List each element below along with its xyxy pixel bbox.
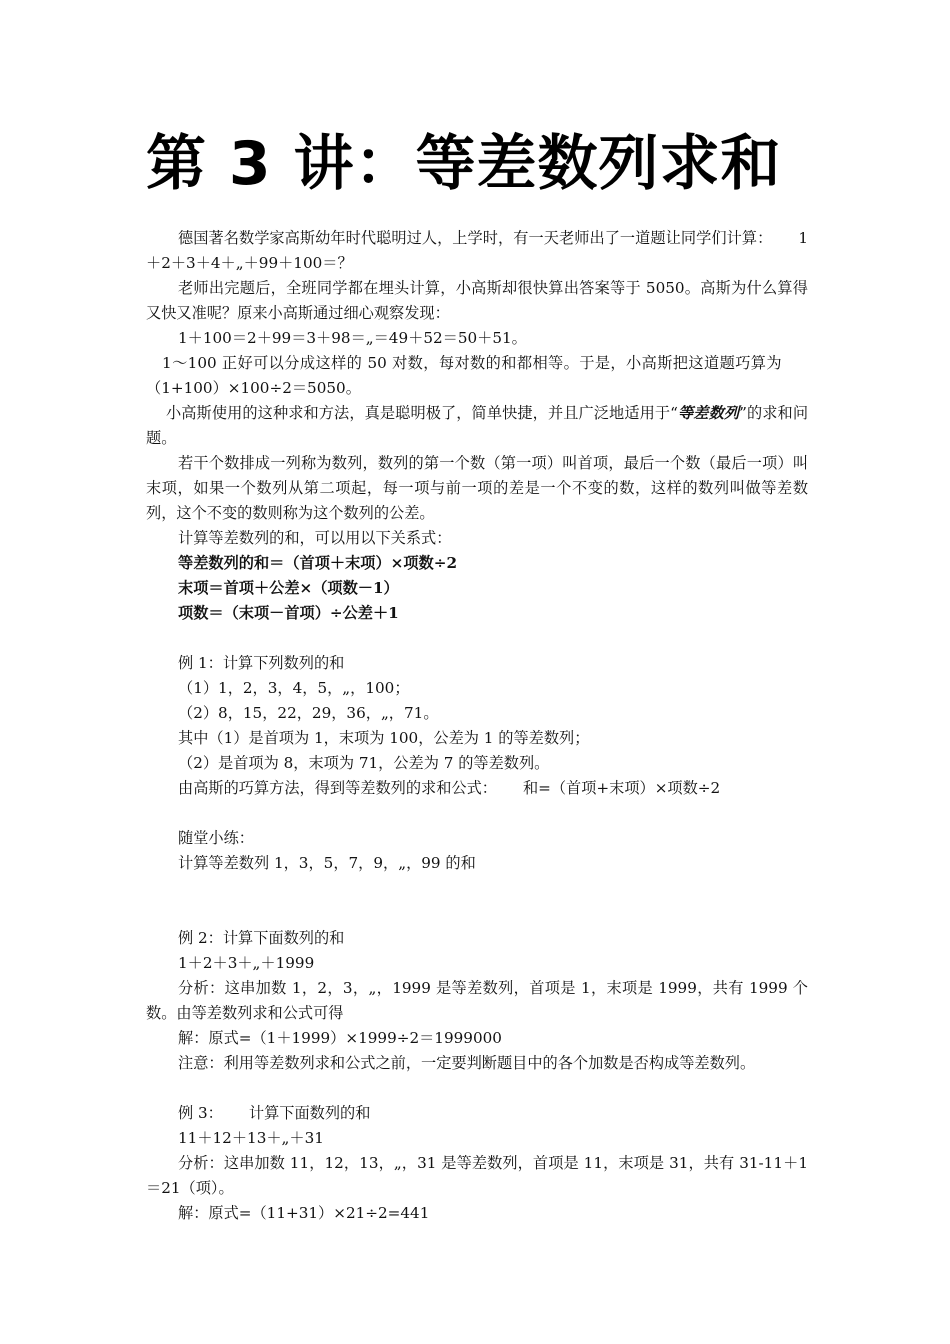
example3-expression: 11＋12＋13＋„＋31 (178, 1129, 324, 1147)
example1-formula: 和=（首项+末项）×项数÷2 (522, 779, 721, 797)
example1-conclusion (146, 776, 808, 801)
intro-text: ”的求和问题。 (146, 404, 809, 447)
practice-question: 计算等差数列 1，3，5，7，9，„，99 的和 (178, 854, 476, 872)
example3-label: 例 3： (178, 1104, 223, 1122)
formula-intro: 计算等差数列的和，可以用以下关系式： (178, 529, 452, 547)
example1-line: （1）1，2，3，4，5，„，100； (178, 679, 410, 697)
example3-title: 计算下面数列的和 (248, 1104, 371, 1122)
intro-paragraph-3 (146, 351, 808, 401)
intro-equation-pairs: 1＋100＝2＋99＝3＋98＝„＝49＋52＝50＋51。 (178, 329, 527, 347)
definition-paragraph: 若干个数排成一列称为数列，数列的第一个数（第一项）叫首项，最后一个数（最后一项）叫末项，如果一个数列从第二项起，每一项与前一项的差是一个不变的数，这样的数列叫做等差数列，这个不变的数则称为这个数列的公差。 (146, 454, 808, 522)
intro-equation: 1＋2＋3＋4＋„＋99＋100＝？ (146, 229, 808, 272)
intro-equation: （1+100）×100÷2＝5050。 (146, 379, 361, 397)
practice-heading: 随堂小练： (178, 829, 254, 847)
example1-text: 由高斯的巧算方法，得到等差数列的求和公式： (178, 779, 497, 797)
example1-heading: 例 1：计算下列数列的和 (178, 654, 345, 672)
intro-text: 1～100 正好可以分成这样的 50 对数，每对数的和都相等。于是，小高斯把这道题巧算为 (162, 354, 782, 372)
document-body (146, 226, 808, 1226)
example1-line: （2）是首项为 8，末项为 71，公差为 7 的等差数列。 (178, 754, 550, 772)
example1-line: （2）8，15，22，29，36，„，71。 (178, 704, 439, 722)
intro-text: 小高斯使用的这种求和方法，真是聪明极了，简单快捷，并且广泛地适用于“ (166, 404, 678, 422)
intro-paragraph-2: 老师出完题后，全班同学都在埋头计算，小高斯却很快算出答案等于 5050。高斯为什么算得又快又准呢？原来小高斯通过细心观察发现： (146, 279, 808, 322)
example2-analysis: 分析：这串加数 1，2，3，„，1999 是等差数列，首项是 1，末项是 1999，共有 1999 个数。由等差数列求和公式可得 (146, 979, 808, 1022)
example2-note: 注意：利用等差数列求和公式之前，一定要判断题目中的各个加数是否构成等差数列。 (178, 1054, 756, 1072)
emphasis-term: 等差数列 (677, 404, 740, 422)
example3-analysis: 分析：这串加数 11，12，13，„，31 是等差数列，首项是 11，末项是 31，共有 31-11＋1＝21（项）。 (146, 1154, 808, 1197)
intro-text: 德国著名数学家高斯幼年时代聪明过人，上学时，有一天老师出了一道题让同学们计算： (178, 229, 773, 247)
page-title: 第 3 讲：等差数列求和 (146, 129, 782, 199)
example3-solution: 解：原式=（11+31）×21÷2=441 (178, 1204, 430, 1222)
example2-solution: 解：原式=（1＋1999）×1999÷2＝1999000 (178, 1029, 502, 1047)
formula-term-count: 项数＝（末项－首项）÷公差＋1 (178, 604, 399, 622)
formula-sum: 等差数列的和＝（首项＋末项）×项数÷2 (178, 554, 458, 572)
intro-paragraph-4 (146, 401, 808, 451)
intro-paragraph-1 (146, 226, 808, 276)
example1-line: 其中（1）是首项为 1，末项为 100，公差为 1 的等差数列； (178, 729, 590, 747)
example2-heading: 例 2：计算下面数列的和 (178, 929, 345, 947)
example2-expression: 1＋2＋3＋„＋1999 (178, 954, 315, 972)
formula-last-term: 末项＝首项＋公差×（项数－1） (178, 579, 399, 597)
example3-heading (146, 1101, 808, 1126)
